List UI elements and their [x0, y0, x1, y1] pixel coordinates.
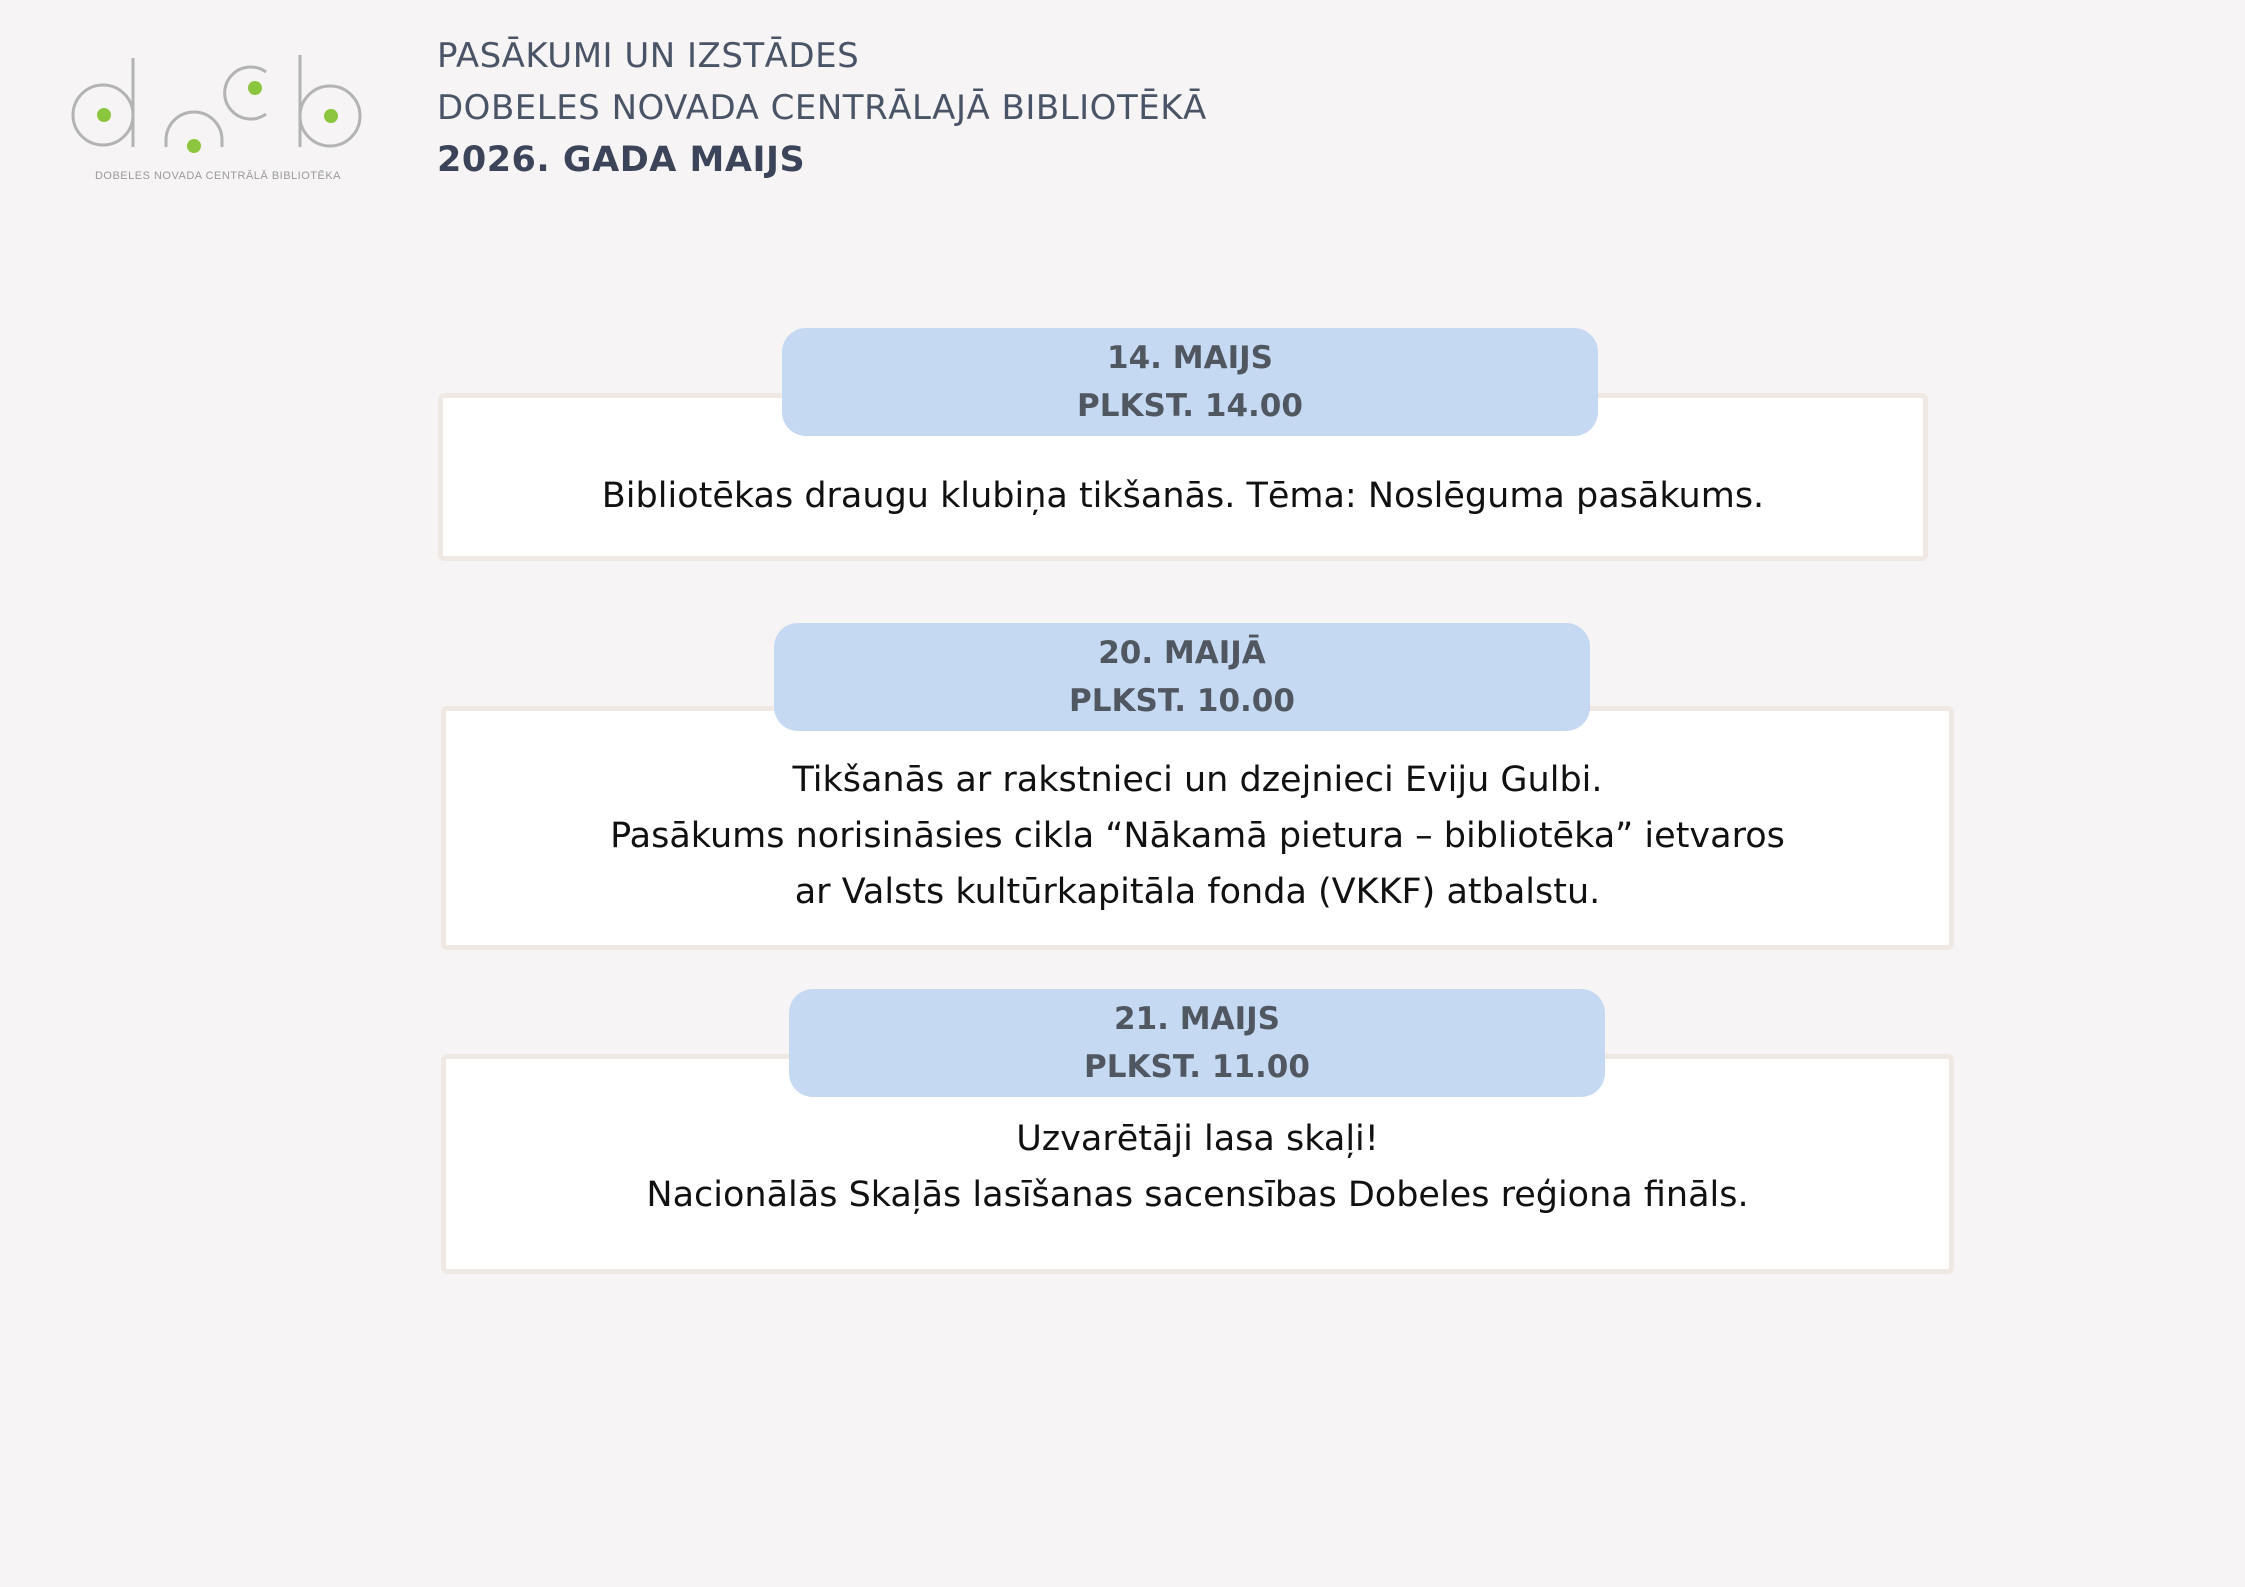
event-date: 21. MAIJS — [1114, 1001, 1280, 1037]
event-description — [443, 468, 1923, 524]
library-logo — [68, 50, 368, 190]
page-header — [437, 30, 1737, 186]
event-datetime-badge — [774, 623, 1590, 731]
event-date: 14. MAIJS — [1107, 340, 1273, 376]
event-datetime-badge — [789, 989, 1605, 1097]
event-description — [446, 1111, 1949, 1223]
event-date: 20. MAIJĀ — [1098, 635, 1266, 671]
event-description-line: Nacionālās Skaļās lasīšanas sacensības Dobeles reģiona fināls. — [646, 1175, 1749, 1215]
event-description — [446, 752, 1949, 920]
event-description-line: Bibliotēkas draugu klubiņa tikšanās. Tēma: Noslēguma pasākums. — [601, 476, 1765, 516]
header-library-name: DOBELES NOVADA CENTRĀLAJĀ BIBLIOTĒKĀ — [437, 88, 1207, 128]
header-subtitle: PASĀKUMI UN IZSTĀDES — [437, 36, 860, 76]
event-description-line: Pasākums norisināsies cikla “Nākamā pietura – bibliotēka” ietvaros — [610, 816, 1785, 856]
logo-caption: DOBELES NOVADA CENTRĀLĀ BIBLIOTĒKA — [94, 170, 342, 182]
dncb-logo-icon — [68, 50, 368, 160]
event-time: PLKST. 14.00 — [1077, 388, 1303, 424]
event-description-line: ar Valsts kultūrkapitāla fonda (VKKF) atbalstu. — [794, 872, 1601, 912]
event-description-line: Uzvarētāji lasa skaļi! — [1016, 1119, 1379, 1159]
event-datetime-badge — [782, 328, 1598, 436]
event-time: PLKST. 10.00 — [1069, 683, 1295, 719]
event-time: PLKST. 11.00 — [1084, 1049, 1310, 1085]
event-description-line: Tikšanās ar rakstnieci un dzejnieci Eviju Gulbi. — [792, 760, 1603, 800]
header-month-title: 2026. GADA MAIJS — [437, 140, 806, 180]
event-description-box — [441, 706, 1954, 950]
